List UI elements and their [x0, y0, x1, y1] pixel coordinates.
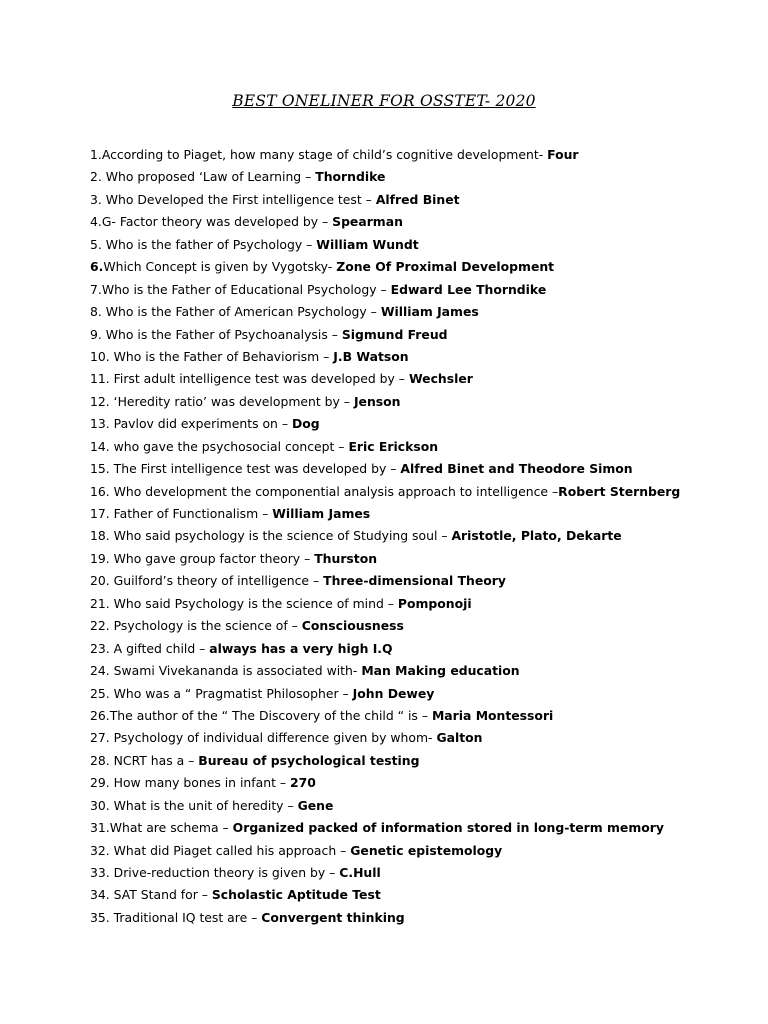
item-number: 21. [90, 595, 114, 611]
question-text: What are schema – [109, 820, 233, 836]
answer-text: John Dewey [352, 685, 435, 701]
answer-text: Three-dimensional Theory [323, 573, 506, 589]
question-text: Who said Psychology is the science of mind – [113, 595, 398, 611]
question-text: According to Piaget, how many stage of child’s cognitive development- [101, 147, 548, 162]
item-number: 7. [90, 281, 102, 297]
list-item [90, 795, 750, 817]
item-number: 11. [90, 371, 114, 387]
question-text: Who Developed the First intelligence test – [105, 191, 376, 207]
answer-text: Organized packed of information stored in long-term memory [232, 820, 664, 836]
answer-text: Man Making education [361, 663, 520, 679]
list-item [90, 144, 750, 166]
answer-text: William James [272, 506, 371, 521]
answer-text: Alfred Binet and Theodore Simon [400, 461, 633, 477]
item-number: 9. [90, 326, 106, 342]
question-text: Swami Vivekananda is associated with- [113, 663, 362, 679]
list-item [90, 638, 750, 660]
item-number: 6. [90, 259, 104, 275]
item-number: 1. [90, 147, 102, 162]
item-number: 29. [90, 775, 114, 791]
answer-text: Dog [291, 416, 320, 432]
question-text: Psychology of individual difference given by whom- [113, 730, 437, 746]
list-item [90, 817, 750, 839]
list-item [90, 211, 750, 233]
list-item [90, 727, 750, 749]
list-item [90, 346, 750, 368]
item-number: 3. [90, 191, 106, 207]
answer-text: Bureau of psychological testing [198, 752, 420, 768]
answer-text: Eric Erickson [348, 438, 439, 454]
answer-text: Wechsler [408, 371, 473, 387]
question-text: SAT Stand for – [113, 887, 212, 903]
answer-text: Thurston [314, 550, 378, 566]
answer-text: Pomponoji [397, 595, 472, 611]
item-number: 2. [90, 169, 106, 185]
item-number: 22. [90, 618, 114, 634]
question-text: Drive-reduction theory is given by – [113, 865, 340, 880]
item-number: 32. [90, 842, 114, 858]
question-text: Who gave group factor theory – [113, 550, 315, 566]
question-text: How many bones in infant – [113, 775, 290, 791]
question-text: Father of Functionalism – [113, 506, 273, 521]
item-number: 20. [90, 573, 114, 589]
question-text: ‘Heredity ratio’ was development by – [113, 393, 354, 409]
item-number: 15. [90, 461, 114, 477]
answer-text: Maria Montessori [431, 707, 554, 723]
list-item [90, 166, 750, 188]
item-number: 25. [90, 685, 114, 701]
list-item [90, 884, 750, 906]
question-text: Which Concept is given by Vygotsky- [103, 259, 337, 275]
list-item [90, 503, 750, 525]
question-text: NCRT has a – [113, 752, 199, 768]
item-number: 23. [90, 640, 114, 656]
list-item [90, 458, 750, 480]
answer-text: Spearman [332, 214, 403, 230]
item-number: 35. [90, 909, 114, 925]
answer-text: Aristotle, Plato, Dekarte [451, 528, 622, 544]
answer-text: Robert Sternberg [558, 483, 681, 499]
item-number: 5. [90, 236, 106, 252]
list-item [90, 413, 750, 435]
answer-text: Thorndike [315, 169, 386, 185]
answer-text: Galton [436, 730, 483, 746]
answer-text: William James [380, 304, 479, 320]
question-text: Psychology is the science of – [113, 618, 302, 634]
list-item [90, 705, 750, 727]
item-number: 24. [90, 663, 114, 679]
question-text: The First intelligence test was developed by – [113, 461, 401, 477]
answer-text: Edward Lee Thorndike [390, 281, 547, 297]
answer-text: Sigmund Freud [341, 326, 448, 342]
item-number: 31. [90, 820, 110, 836]
answer-text: Jenson [353, 393, 401, 409]
item-number: 34. [90, 887, 114, 903]
question-text: Guilford’s theory of intelligence – [113, 573, 324, 589]
question-text: First adult intelligence test was developed by – [113, 371, 409, 387]
list-item [90, 750, 750, 772]
answer-text: 270 [290, 775, 316, 791]
question-text: Traditional IQ test are – [113, 909, 262, 925]
list-item [90, 301, 750, 323]
list-item [90, 660, 750, 682]
question-text: Who development the componential analysis approach to intelligence – [113, 483, 559, 499]
item-number: 30. [90, 797, 114, 813]
answer-text: Consciousness [301, 618, 404, 634]
question-text: Who is the Father of Psychoanalysis – [105, 326, 342, 342]
list-item [90, 907, 750, 929]
list-item [90, 391, 750, 413]
question-text: who gave the psychosocial concept – [113, 438, 349, 454]
list-item [90, 615, 750, 637]
list-item [90, 481, 750, 503]
question-text: Who said psychology is the science of Studying soul – [113, 528, 452, 544]
answer-text: always has a very high I.Q [209, 640, 393, 656]
list-item [90, 279, 750, 301]
list-item [90, 256, 750, 278]
question-text: Who is the Father of Educational Psychology – [101, 281, 391, 297]
question-text: What did Piaget called his approach – [113, 842, 351, 858]
item-number: 33. [90, 865, 114, 880]
answer-text: C.Hull [339, 865, 381, 880]
answer-text: Zone Of Proximal Development [336, 259, 555, 275]
list-item [90, 593, 750, 615]
question-text: Who proposed ‘Law of Learning – [105, 169, 316, 185]
question-text: Who is the Father of Behaviorism – [113, 348, 334, 364]
list-item [90, 525, 750, 547]
item-number: 27. [90, 730, 114, 746]
answer-text: Gene [297, 797, 334, 813]
item-number: 28. [90, 752, 114, 768]
item-number: 16. [90, 483, 114, 499]
answer-text: Convergent thinking [261, 909, 405, 925]
answer-text: J.B Watson [333, 348, 409, 364]
answer-text: Alfred Binet [375, 191, 460, 207]
item-number: 17. [90, 506, 114, 521]
item-number: 14. [90, 438, 114, 454]
item-number: 26. [90, 707, 110, 723]
item-number: 12. [90, 393, 114, 409]
list-item [90, 436, 750, 458]
list-item [90, 368, 750, 390]
list-item [90, 548, 750, 570]
question-text: Pavlov did experiments on – [113, 416, 292, 432]
list-item [90, 324, 750, 346]
item-number: 13. [90, 416, 114, 432]
list-item [90, 772, 750, 794]
answer-text: William Wundt [316, 236, 419, 252]
item-number: 4. [90, 214, 102, 230]
question-text: Who is the father of Psychology – [105, 236, 317, 252]
item-number: 8. [90, 304, 106, 320]
question-text: What is the unit of heredity – [113, 797, 298, 813]
item-number: 19. [90, 550, 114, 566]
question-text: The author of the “ The Discovery of the child “ is – [109, 707, 432, 723]
list-item [90, 683, 750, 705]
question-text: Who is the Father of American Psychology – [105, 304, 381, 320]
item-number: 18. [90, 528, 114, 544]
page-title: BEST ONELINER FOR OSSTET- 2020 [232, 92, 536, 110]
question-list [90, 144, 750, 929]
question-text: A gifted child – [113, 640, 210, 656]
list-item [90, 840, 750, 862]
list-item [90, 189, 750, 211]
answer-text: Four [547, 147, 579, 162]
question-text: G- Factor theory was developed by – [101, 214, 333, 230]
list-item [90, 862, 750, 884]
answer-text: Genetic epistemology [350, 842, 503, 858]
list-item [90, 570, 750, 592]
answer-text: Scholastic Aptitude Test [211, 887, 381, 903]
list-item [90, 234, 750, 256]
question-text: Who was a “ Pragmatist Philosopher – [113, 685, 353, 701]
item-number: 10. [90, 348, 114, 364]
